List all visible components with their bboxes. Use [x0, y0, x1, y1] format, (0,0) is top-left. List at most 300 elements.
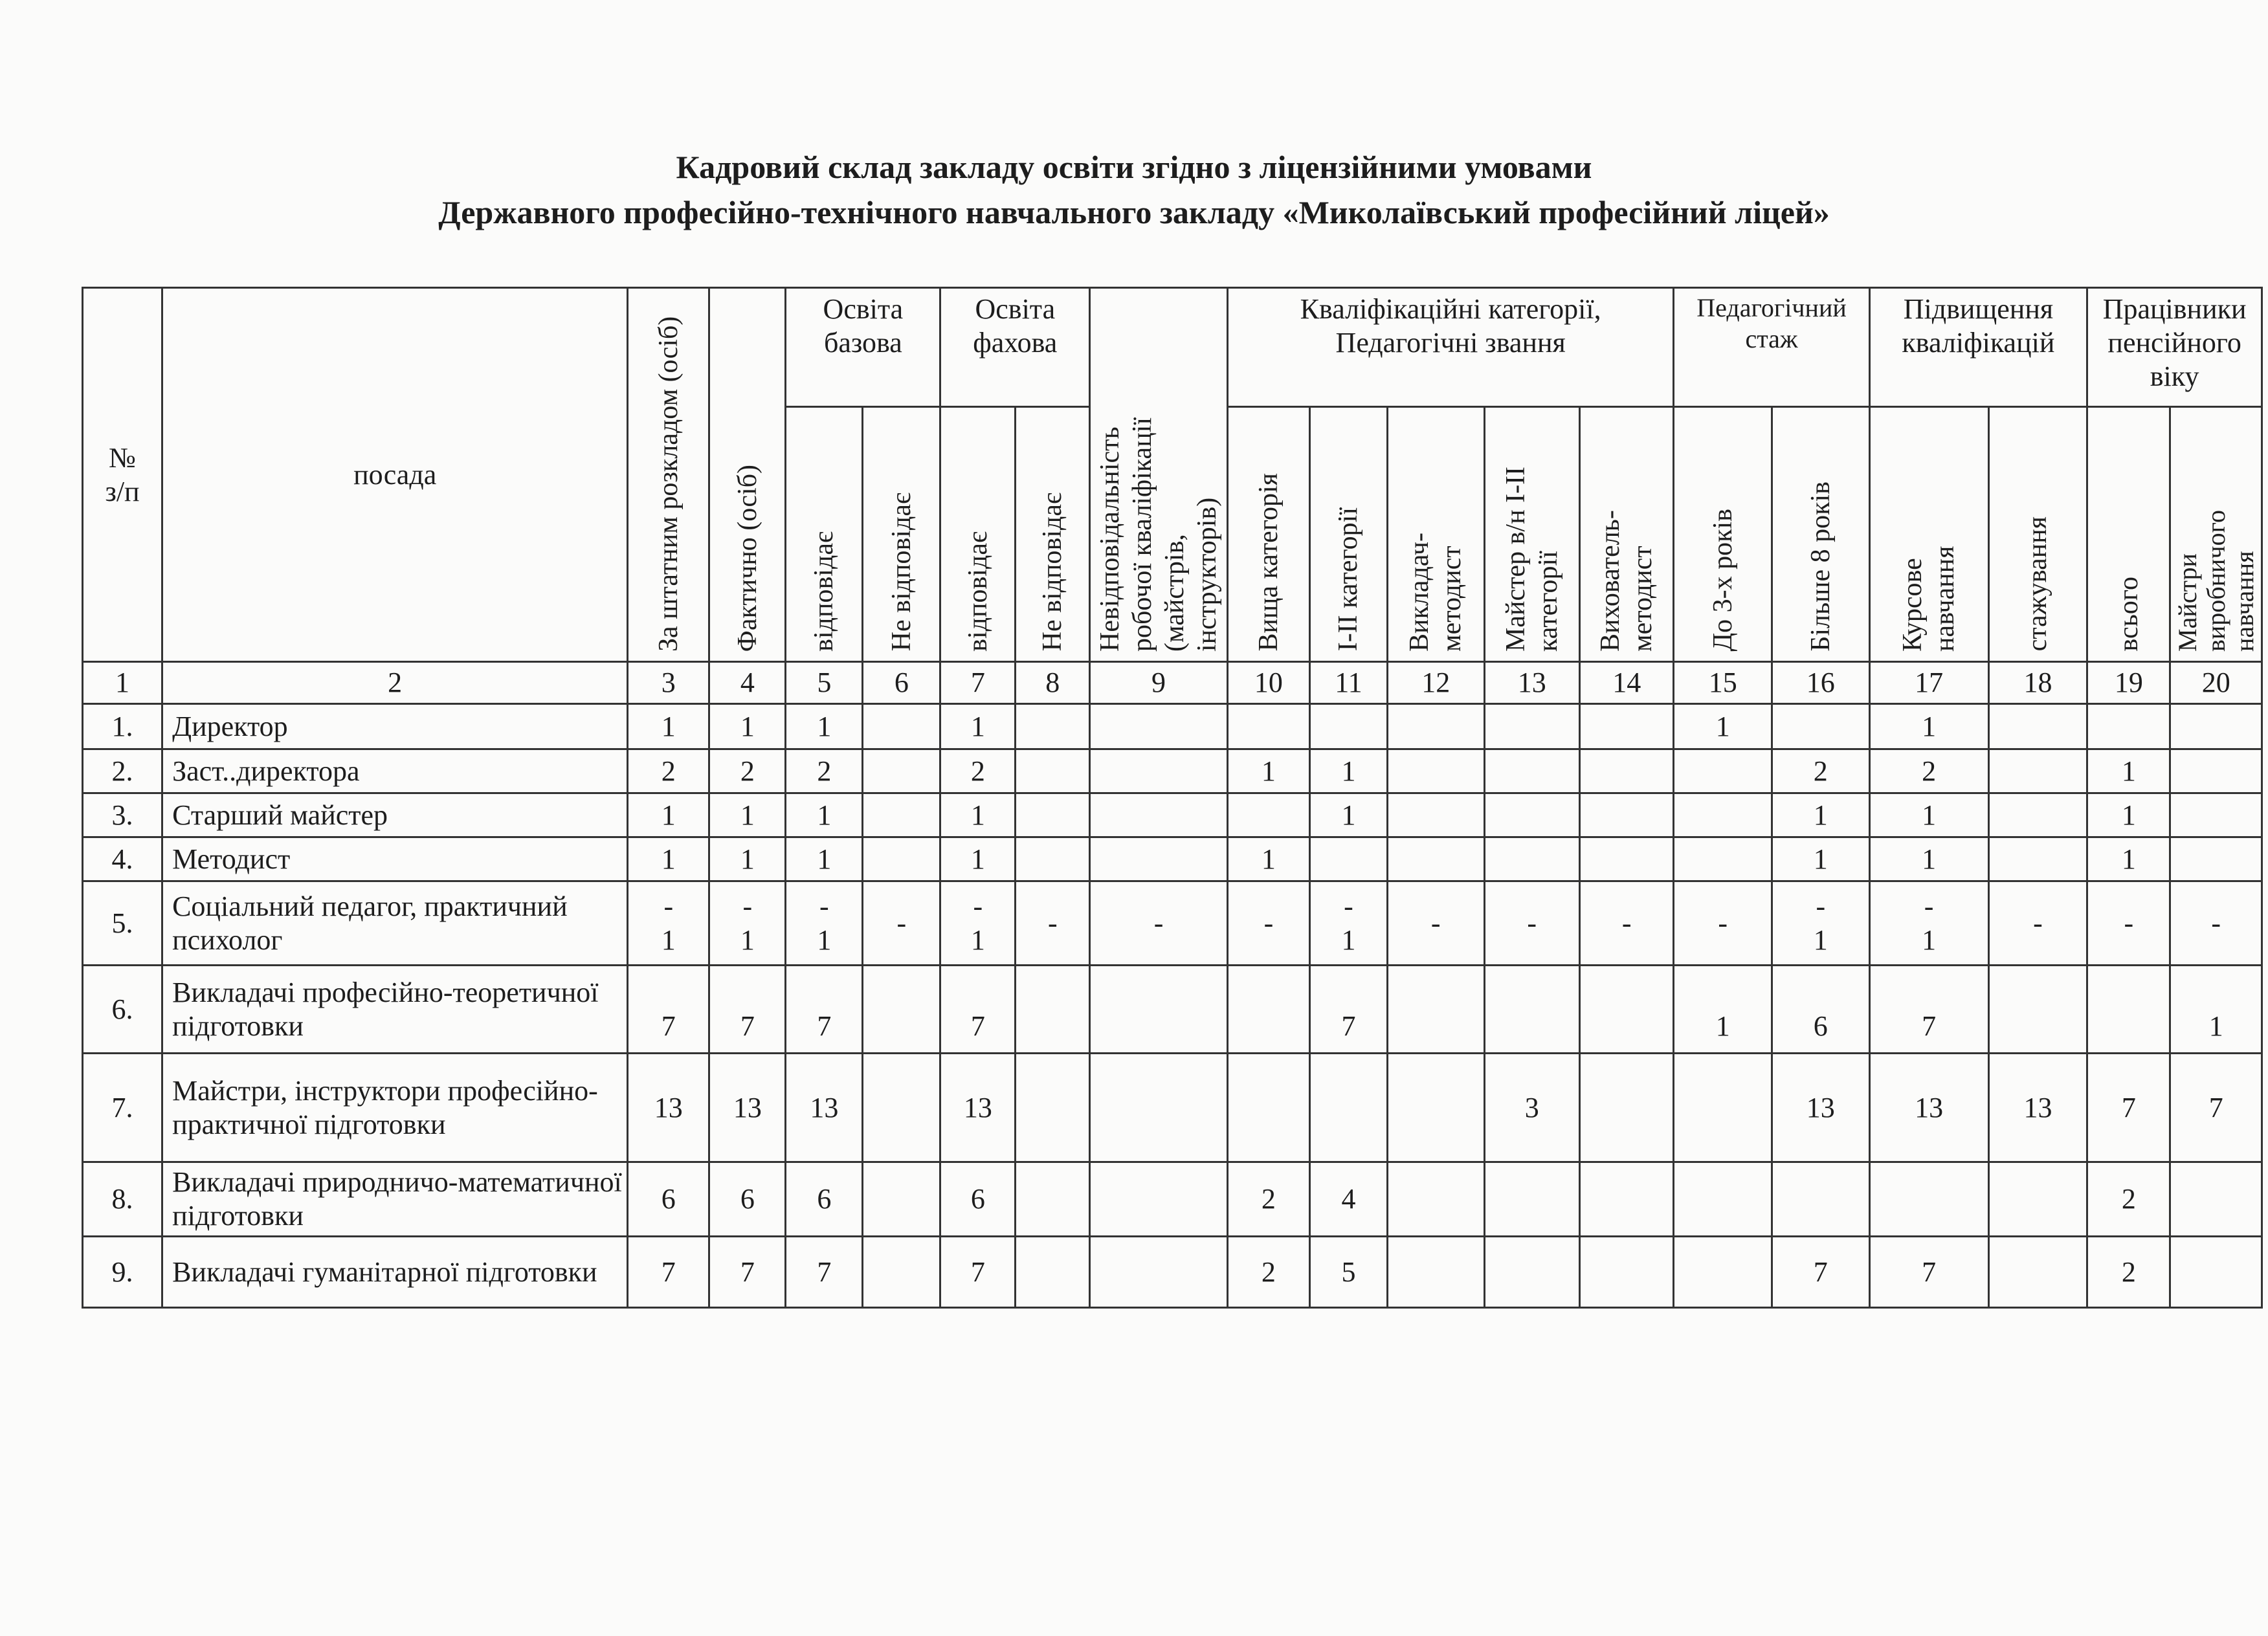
- cell-value: 1: [1922, 799, 1937, 831]
- cell-value: 2: [1261, 1183, 1276, 1215]
- cell-value: 2: [1261, 1255, 1276, 1288]
- header-courses: [1869, 407, 1988, 662]
- row-cell: [1388, 966, 1485, 1054]
- row-cell: [940, 881, 1016, 966]
- cell-value: 1: [2208, 1010, 2223, 1042]
- cell-value: 2: [1813, 755, 1828, 787]
- row-number: 6.: [83, 966, 162, 1054]
- row-cell: [709, 749, 786, 793]
- table-row: [83, 881, 2262, 966]
- header-total-text: всього: [2113, 576, 2144, 652]
- row-cell: [1388, 1237, 1485, 1308]
- cell-value: 1: [1341, 799, 1356, 831]
- cell-value: -: [1430, 907, 1441, 939]
- row-cell: [1016, 837, 1090, 881]
- row-cell: [1484, 837, 1579, 881]
- column-number: 11: [1309, 662, 1387, 704]
- cell-value: 1: [2121, 799, 2136, 831]
- row-cell: [1388, 793, 1485, 837]
- header-matches-basic: [786, 407, 863, 662]
- row-cell: [1227, 966, 1309, 1054]
- cell-value: 7: [661, 1255, 676, 1288]
- row-cell: [1988, 1237, 2087, 1308]
- table-row: [83, 837, 2262, 881]
- row-cell: [1869, 704, 1988, 749]
- column-number: 19: [2087, 662, 2170, 704]
- column-number: 7: [940, 662, 1016, 704]
- row-cell: [1772, 1054, 1870, 1162]
- header-first-second: [1309, 407, 1387, 662]
- row-cell: [1772, 881, 1870, 966]
- row-cell: [786, 837, 863, 881]
- cell-value: -: [896, 907, 907, 939]
- row-cell: [709, 793, 786, 837]
- row-cell: [2087, 881, 2170, 966]
- row-position: Викладачі гуманітарної підготовки: [162, 1237, 628, 1308]
- cell-value: -: [1153, 907, 1164, 939]
- cell-value: 13: [1806, 1091, 1835, 1123]
- cell-value: 7: [661, 1010, 676, 1042]
- row-cell: [1016, 881, 1090, 966]
- row-cell: [709, 704, 786, 749]
- row-cell: [1484, 749, 1579, 793]
- cell-value: 6: [661, 1183, 676, 1215]
- row-cell: [1388, 749, 1485, 793]
- row-cell: [1580, 1237, 1674, 1308]
- row-cell: [2170, 837, 2262, 881]
- cell-value: 3: [1524, 1091, 1539, 1123]
- row-cell: [1090, 1054, 1228, 1162]
- row-cell: [1388, 1162, 1485, 1237]
- row-cell: [2087, 749, 2170, 793]
- row-cell: [709, 881, 786, 966]
- header-mismatch-text: Невідповідальність робочої кваліфікації (майстрів, інструкторів): [1095, 417, 1223, 652]
- row-cell: [1580, 704, 1674, 749]
- column-number: 2: [162, 662, 628, 704]
- row-cell: [1016, 966, 1090, 1054]
- cell-value: 1: [1813, 799, 1828, 831]
- staff-table: [82, 287, 2263, 1309]
- column-number: 6: [863, 662, 940, 704]
- row-cell: [1227, 1162, 1309, 1237]
- row-cell: [1869, 1054, 1988, 1162]
- column-number: 5: [786, 662, 863, 704]
- row-number: 9.: [83, 1237, 162, 1308]
- cell-value: 7: [740, 1255, 755, 1288]
- header-more-8: [1772, 407, 1870, 662]
- cell-value: -: [2033, 907, 2043, 939]
- cell-value: 1: [970, 843, 985, 875]
- cell-value: - 1: [740, 890, 755, 956]
- cell-value: 1: [1341, 755, 1356, 787]
- row-cell: [1674, 881, 1772, 966]
- cell-value: 13: [654, 1091, 683, 1123]
- row-cell: [1016, 749, 1090, 793]
- row-cell: [1580, 881, 1674, 966]
- row-cell: [1869, 837, 1988, 881]
- row-cell: [1227, 837, 1309, 881]
- table-row: [83, 966, 2262, 1054]
- row-cell: [2087, 1237, 2170, 1308]
- row-cell: [709, 837, 786, 881]
- cell-value: 1: [970, 799, 985, 831]
- column-number: 13: [1484, 662, 1579, 704]
- cell-value: - 1: [1813, 890, 1828, 956]
- header-pension: Працівники пенсійного віку: [2087, 288, 2262, 407]
- header-actual: [709, 288, 786, 662]
- cell-value: -: [1047, 907, 1058, 939]
- row-cell: [786, 704, 863, 749]
- row-cell: [1484, 881, 1579, 966]
- row-cell: [1388, 704, 1485, 749]
- row-position: Викладачі професійно-теоретичної підготовки: [162, 966, 628, 1054]
- cell-value: -: [2124, 907, 2134, 939]
- header-up-to-3: [1674, 407, 1772, 662]
- row-cell: [2170, 749, 2262, 793]
- row-cell: [1090, 1162, 1228, 1237]
- cell-value: 1: [661, 710, 676, 742]
- row-cell: [2170, 881, 2262, 966]
- row-cell: [1988, 1162, 2087, 1237]
- cell-value: 7: [817, 1010, 832, 1042]
- row-cell: [1580, 749, 1674, 793]
- column-number-row: [83, 662, 2262, 704]
- row-cell: [940, 1162, 1016, 1237]
- column-number: 16: [1772, 662, 1870, 704]
- row-cell: [1090, 881, 1228, 966]
- row-cell: [1484, 1237, 1579, 1308]
- row-cell: [940, 793, 1016, 837]
- cell-value: 6: [970, 1183, 985, 1215]
- row-cell: [1869, 966, 1988, 1054]
- cell-value: 7: [970, 1255, 985, 1288]
- header-not-matches-prof: [1016, 407, 1090, 662]
- cell-value: 2: [970, 755, 985, 787]
- row-cell: [786, 1162, 863, 1237]
- row-cell: [1869, 1237, 1988, 1308]
- cell-value: - 1: [661, 890, 676, 956]
- column-number: 14: [1580, 662, 1674, 704]
- cell-value: 2: [1922, 755, 1937, 787]
- row-cell: [1580, 966, 1674, 1054]
- cell-value: 1: [740, 799, 755, 831]
- cell-value: 4: [1341, 1183, 1356, 1215]
- row-cell: [1580, 837, 1674, 881]
- cell-value: - 1: [970, 890, 985, 956]
- row-number: 3.: [83, 793, 162, 837]
- row-cell: [1388, 881, 1485, 966]
- row-cell: [628, 793, 709, 837]
- row-cell: [786, 881, 863, 966]
- row-cell: [863, 749, 940, 793]
- cell-value: 7: [817, 1255, 832, 1288]
- cell-value: 13: [963, 1091, 992, 1123]
- row-cell: [1988, 749, 2087, 793]
- header-highest-text: Вища категорія: [1253, 473, 1284, 652]
- row-cell: [2087, 704, 2170, 749]
- header-educator-methodist: [1580, 407, 1674, 662]
- row-cell: [628, 881, 709, 966]
- cell-value: 5: [1341, 1255, 1356, 1288]
- row-cell: [1388, 1054, 1485, 1162]
- row-cell: [1016, 1054, 1090, 1162]
- row-cell: [1484, 1162, 1579, 1237]
- cell-value: 1: [740, 843, 755, 875]
- cell-value: 13: [2023, 1091, 2052, 1123]
- row-cell: [2170, 793, 2262, 837]
- row-cell: [786, 749, 863, 793]
- row-cell: [1309, 837, 1387, 881]
- row-cell: [2170, 1054, 2262, 1162]
- row-cell: [1484, 793, 1579, 837]
- row-cell: [1309, 966, 1387, 1054]
- row-cell: [628, 1054, 709, 1162]
- row-cell: [1580, 1054, 1674, 1162]
- cell-value: 7: [2121, 1091, 2136, 1123]
- row-cell: [863, 1162, 940, 1237]
- header-total: [2087, 407, 2170, 662]
- row-cell: [1227, 793, 1309, 837]
- column-number: 3: [628, 662, 709, 704]
- row-number: 2.: [83, 749, 162, 793]
- cell-value: -: [1263, 907, 1274, 939]
- cell-value: 13: [810, 1091, 839, 1123]
- row-cell: [940, 749, 1016, 793]
- row-cell: [786, 793, 863, 837]
- row-position: Старший майстер: [162, 793, 628, 837]
- row-cell: [709, 1054, 786, 1162]
- row-position: Соціальний педагог, практичний психолог: [162, 881, 628, 966]
- column-number: 10: [1227, 662, 1309, 704]
- cell-value: 1: [817, 710, 832, 742]
- row-cell: [1388, 837, 1485, 881]
- row-cell: [1772, 793, 1870, 837]
- cell-value: 1: [2121, 755, 2136, 787]
- table-row: [83, 749, 2262, 793]
- cell-value: 13: [1915, 1091, 1944, 1123]
- header-not-matches-basic: [863, 407, 940, 662]
- row-cell: [1869, 1162, 1988, 1237]
- cell-value: 1: [1922, 710, 1937, 742]
- header-staff-plan: [628, 288, 709, 662]
- header-masters-text: Майстри виробничого навчання: [2172, 509, 2259, 652]
- row-cell: [1309, 1237, 1387, 1308]
- column-number: 8: [1016, 662, 1090, 704]
- header-staff-plan-text: За штатним розкладом (осіб): [653, 316, 684, 652]
- row-cell: [2087, 1054, 2170, 1162]
- row-cell: [709, 1162, 786, 1237]
- cell-value: - 1: [1341, 890, 1356, 956]
- row-cell: [628, 837, 709, 881]
- row-cell: [709, 966, 786, 1054]
- row-cell: [1090, 966, 1228, 1054]
- header-ped-exp: Педагогічний стаж: [1674, 288, 1869, 407]
- header-edu-prof: Освіта фахова: [940, 288, 1090, 407]
- row-cell: [1988, 837, 2087, 881]
- row-cell: [1016, 1237, 1090, 1308]
- row-cell: [1674, 966, 1772, 1054]
- row-cell: [1580, 1162, 1674, 1237]
- header-teacher-methodist: [1388, 407, 1485, 662]
- cell-value: -: [1621, 907, 1632, 939]
- row-cell: [863, 704, 940, 749]
- cell-value: 1: [2121, 843, 2136, 875]
- row-cell: [1484, 704, 1579, 749]
- row-cell: [940, 1237, 1016, 1308]
- cell-value: - 1: [1922, 890, 1937, 956]
- row-cell: [1988, 881, 2087, 966]
- cell-value: 7: [740, 1010, 755, 1042]
- document-title-line-1: Кадровий склад закладу освіти згідно з ліцензійними умовами: [676, 149, 1592, 185]
- header-more-8-text: Більше 8 років: [1805, 481, 1836, 652]
- header-matches-prof-text: відповідає: [962, 531, 993, 652]
- row-cell: [1090, 749, 1228, 793]
- cell-value: 2: [740, 755, 755, 787]
- cell-value: 6: [740, 1183, 755, 1215]
- row-cell: [1674, 749, 1772, 793]
- cell-value: 13: [733, 1091, 762, 1123]
- row-cell: [1090, 837, 1228, 881]
- header-mismatch: [1090, 288, 1228, 662]
- row-cell: [1016, 793, 1090, 837]
- table-row: [83, 1237, 2262, 1308]
- row-cell: [1309, 749, 1387, 793]
- header-courses-text: Курсове навчання: [1898, 546, 1961, 652]
- row-cell: [940, 966, 1016, 1054]
- row-cell: [1674, 1054, 1772, 1162]
- table-row: [83, 704, 2262, 749]
- row-cell: [2087, 837, 2170, 881]
- cell-value: 1: [1813, 843, 1828, 875]
- cell-value: -: [1527, 907, 1537, 939]
- row-cell: [1309, 793, 1387, 837]
- row-cell: [863, 881, 940, 966]
- row-cell: [1772, 1237, 1870, 1308]
- row-cell: [940, 1054, 1016, 1162]
- row-cell: [786, 1237, 863, 1308]
- row-cell: [628, 704, 709, 749]
- cell-value: 1: [817, 799, 832, 831]
- row-cell: [1772, 966, 1870, 1054]
- table-row: [83, 793, 2262, 837]
- row-cell: [863, 1054, 940, 1162]
- header-master-cat: [1484, 407, 1579, 662]
- row-cell: [1227, 1237, 1309, 1308]
- header-teacher-methodist-text: Викладач-методист: [1405, 532, 1467, 652]
- header-actual-text: Фактично (осіб): [732, 464, 762, 652]
- column-number: 18: [1988, 662, 2087, 704]
- row-cell: [1090, 704, 1228, 749]
- header-internship: [1988, 407, 2087, 662]
- row-number: 5.: [83, 881, 162, 966]
- cell-value: 6: [817, 1183, 832, 1215]
- row-cell: [2087, 966, 2170, 1054]
- header-educator-methodist-text: Вихователь-методист: [1595, 509, 1658, 652]
- row-cell: [1227, 749, 1309, 793]
- row-cell: [863, 793, 940, 837]
- cell-value: 2: [2121, 1183, 2136, 1215]
- row-cell: [1772, 1162, 1870, 1237]
- row-position: Директор: [162, 704, 628, 749]
- cell-value: 1: [740, 710, 755, 742]
- row-cell: [2170, 966, 2262, 1054]
- cell-value: 7: [2208, 1091, 2223, 1123]
- header-highest: [1227, 407, 1309, 662]
- column-number: 4: [709, 662, 786, 704]
- row-cell: [863, 1237, 940, 1308]
- row-position: Заст..директора: [162, 749, 628, 793]
- cell-value: 7: [1922, 1255, 1937, 1288]
- row-cell: [1772, 704, 1870, 749]
- header-position: посада: [162, 288, 628, 662]
- row-cell: [1988, 793, 2087, 837]
- header-internship-text: стажування: [2023, 516, 2053, 652]
- column-number: 20: [2170, 662, 2262, 704]
- document-title-line-2: Державного професійно-технічного навчального закладу «Миколаївський професійний ліцей»: [438, 194, 1830, 230]
- row-cell: [1484, 1054, 1579, 1162]
- header-upgrade: Підвищення кваліфікацій: [1869, 288, 2087, 407]
- row-cell: [1090, 793, 1228, 837]
- row-cell: [1869, 793, 1988, 837]
- row-cell: [1309, 1054, 1387, 1162]
- row-cell: [1309, 704, 1387, 749]
- cell-value: 1: [1715, 710, 1730, 742]
- row-position: Викладачі природничо-математичної підготовки: [162, 1162, 628, 1237]
- cell-value: 2: [661, 755, 676, 787]
- header-master-cat-text: Майстер в/н І-ІІ категорії: [1500, 466, 1563, 652]
- row-cell: [1988, 1054, 2087, 1162]
- row-number: 7.: [83, 1054, 162, 1162]
- row-number: 8.: [83, 1162, 162, 1237]
- row-cell: [1580, 793, 1674, 837]
- row-cell: [863, 837, 940, 881]
- cell-value: - 1: [817, 890, 832, 956]
- row-cell: [863, 966, 940, 1054]
- row-cell: [628, 1237, 709, 1308]
- cell-value: 1: [1261, 755, 1276, 787]
- row-cell: [1090, 1237, 1228, 1308]
- column-number: 9: [1090, 662, 1228, 704]
- header-num: № з/п: [83, 288, 162, 662]
- row-cell: [940, 704, 1016, 749]
- column-number: 12: [1388, 662, 1485, 704]
- header-matches-prof: [940, 407, 1016, 662]
- row-cell: [1016, 1162, 1090, 1237]
- row-cell: [1484, 966, 1579, 1054]
- cell-value: 1: [1922, 843, 1937, 875]
- row-cell: [1772, 749, 1870, 793]
- row-cell: [628, 749, 709, 793]
- cell-value: -: [2211, 907, 2221, 939]
- row-cell: [628, 1162, 709, 1237]
- cell-value: 1: [661, 843, 676, 875]
- cell-value: 1: [1261, 843, 1276, 875]
- row-cell: [1674, 837, 1772, 881]
- row-cell: [1772, 837, 1870, 881]
- row-cell: [1227, 1054, 1309, 1162]
- header-not-matches-basic-text: Не відповідає: [886, 492, 917, 652]
- row-cell: [1674, 1162, 1772, 1237]
- row-cell: [1674, 793, 1772, 837]
- column-number: 1: [83, 662, 162, 704]
- row-position: Методист: [162, 837, 628, 881]
- cell-value: 7: [1813, 1255, 1828, 1288]
- row-cell: [2087, 793, 2170, 837]
- cell-value: 1: [661, 799, 676, 831]
- row-cell: [786, 966, 863, 1054]
- row-cell: [1988, 704, 2087, 749]
- cell-value: 7: [1922, 1010, 1937, 1042]
